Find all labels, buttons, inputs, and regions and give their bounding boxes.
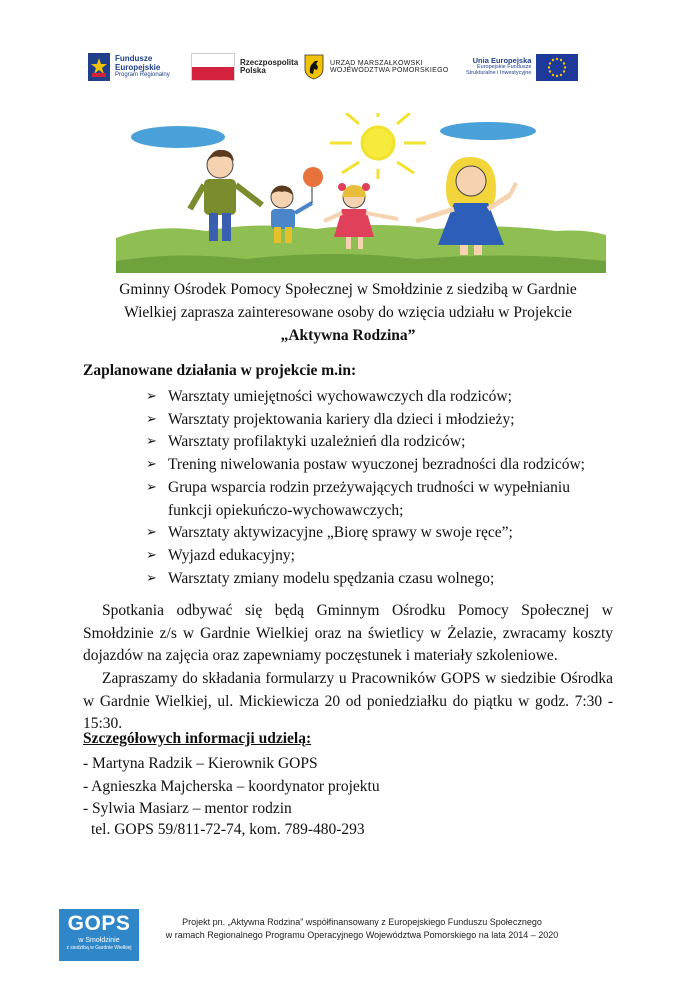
fe-line3: Program Regionalny [115,72,170,79]
list-item [146,409,616,432]
rzeczpospolita-logo [191,48,298,86]
fe-line1: Fundusze [115,54,153,64]
footer-funding-note [140,916,584,942]
ue-line2: Europejskie Fundusze [477,64,532,71]
arrow-bullet-icon: ➢ [146,570,157,586]
um-line1: URZĄD MARSZAŁKOWSKI [330,59,423,67]
contact-person: - Martyna Radzik – Kierownik GOPS [83,755,318,772]
urzad-marszalkowski-logo [304,48,449,86]
arrow-bullet-icon: ➢ [146,479,157,495]
contacts-heading: Szczegółowych informacji udzielą: [83,730,312,747]
family-drawing-illustration [116,113,606,273]
project-title: „Aktywna Rodzina” [280,327,416,344]
phone-numbers: tel. GOPS 59/811-72-74, kom. 789-480-293 [91,821,365,838]
arrow-bullet-icon: ➢ [146,434,157,450]
contact-person: - Sylwia Masiarz – mentor rodzin [83,800,292,818]
fe-star-icon [88,53,110,81]
poland-flag-icon [191,53,235,81]
logo-bar [88,48,588,86]
list-item-text: Grupa wsparcia rodzin przeżywających trudności w wypełnianiu funkcji opiekuńczo-wychowawczych; [168,478,570,519]
list-item-text: Trening niwelowania postaw wyuczonej bezradności dla rodziców; [168,456,585,474]
eu-flag-icon [536,54,578,81]
arrow-bullet-icon: ➢ [146,547,157,563]
forms-paragraph: Zapraszamy do składania formularzy u Pracowników GOPS w siedzibie Ośrodka w Gardnie Wielkiej, ul. Mickiewicza 20 od poniedziałku do piątku w godz. 7:30 - 15:30. [83,670,613,733]
list-item-text: Warsztaty projektowania kariery dla dzieci i młodzieży; [168,410,515,428]
list-item [146,545,616,568]
list-item [146,386,616,409]
meetings-paragraph: Spotkania odbywać się będą Gminnym Ośrodku Pomocy Społecznej w Smołdzinie z/s w Gardnie Wielkiej oraz na świetlicy w Żelazie, zwracamy koszty dojazdów na zajęcia oraz zapewniamy poczęstunek i materiały szkoleniowe. [83,602,613,665]
activities-heading: Zaplanowane działania w projekcie m.in: [83,362,357,379]
contacts-list [83,753,380,821]
ue-line1: Unia Europejska [472,56,532,66]
list-item-text: Warsztaty zmiany modelu spędzania czasu wolnego; [168,569,495,587]
unia-europejska-logo [466,48,578,86]
list-item [146,477,616,522]
sun-icon [330,113,426,179]
list-item [146,522,616,545]
um-line2: WOJEWÓDZTWA POMORSKIEGO [330,67,449,74]
list-item-text: Warsztaty umiejętności wychowawczych dla rodziców; [168,388,512,405]
list-item [146,454,616,477]
gops-logo-text: GOPS [67,912,131,935]
intro-line1: Gminny Ośrodek Pomocy Społecznej w Smołdzinie z siedzibą w Gardnie [119,281,577,298]
fundusze-europejskie-logo [88,48,170,86]
list-item-text: Warsztaty aktywizacyjne „Biorę sprawy w swoje ręce”; [168,524,513,542]
list-item-text: Warsztaty profilaktyki uzależnień dla rodziców; [168,433,466,451]
rp-line1: Rzeczpospolita [240,57,299,67]
cloud-right [440,122,536,140]
gops-logo-sub2: z siedzibą w Gardnie Wielkiej [66,945,132,951]
footer-line2: w ramach Regionalnego Programu Operacyjnego Województwa Pomorskiego na lata 2014 – 2020 [165,930,559,940]
intro-line2: Wielkiej zaprasza zainteresowane osoby do wzięcia udziału w Projekcie [124,304,572,321]
contact-person: - Agnieszka Majcherska – koordynator projektu [83,777,380,795]
pomorskie-griffin-shield-icon [304,54,324,80]
arrow-bullet-icon: ➢ [146,525,157,541]
arrow-bullet-icon: ➢ [146,389,157,404]
intro-block [80,278,616,347]
arrow-bullet-icon: ➢ [146,457,157,473]
rp-line2: Polska [240,66,266,75]
gops-logo-sub1: w Smołdzinie [78,937,120,944]
cloud-left [131,126,225,148]
list-item-text: Wyjazd edukacyjny; [168,546,295,564]
activities-list [146,386,616,590]
fe-line2: Europejskie [115,62,161,72]
arrow-bullet-icon: ➢ [146,411,157,427]
gops-logo [59,909,139,961]
list-item [146,568,616,591]
ue-line3: Strukturalne i Inwestycyjne [466,69,532,76]
list-item [146,431,616,454]
footer-line1: Projekt pn. „Aktywna Rodzina” współfinansowany z Europejskiego Funduszu Społecznego [182,917,542,927]
